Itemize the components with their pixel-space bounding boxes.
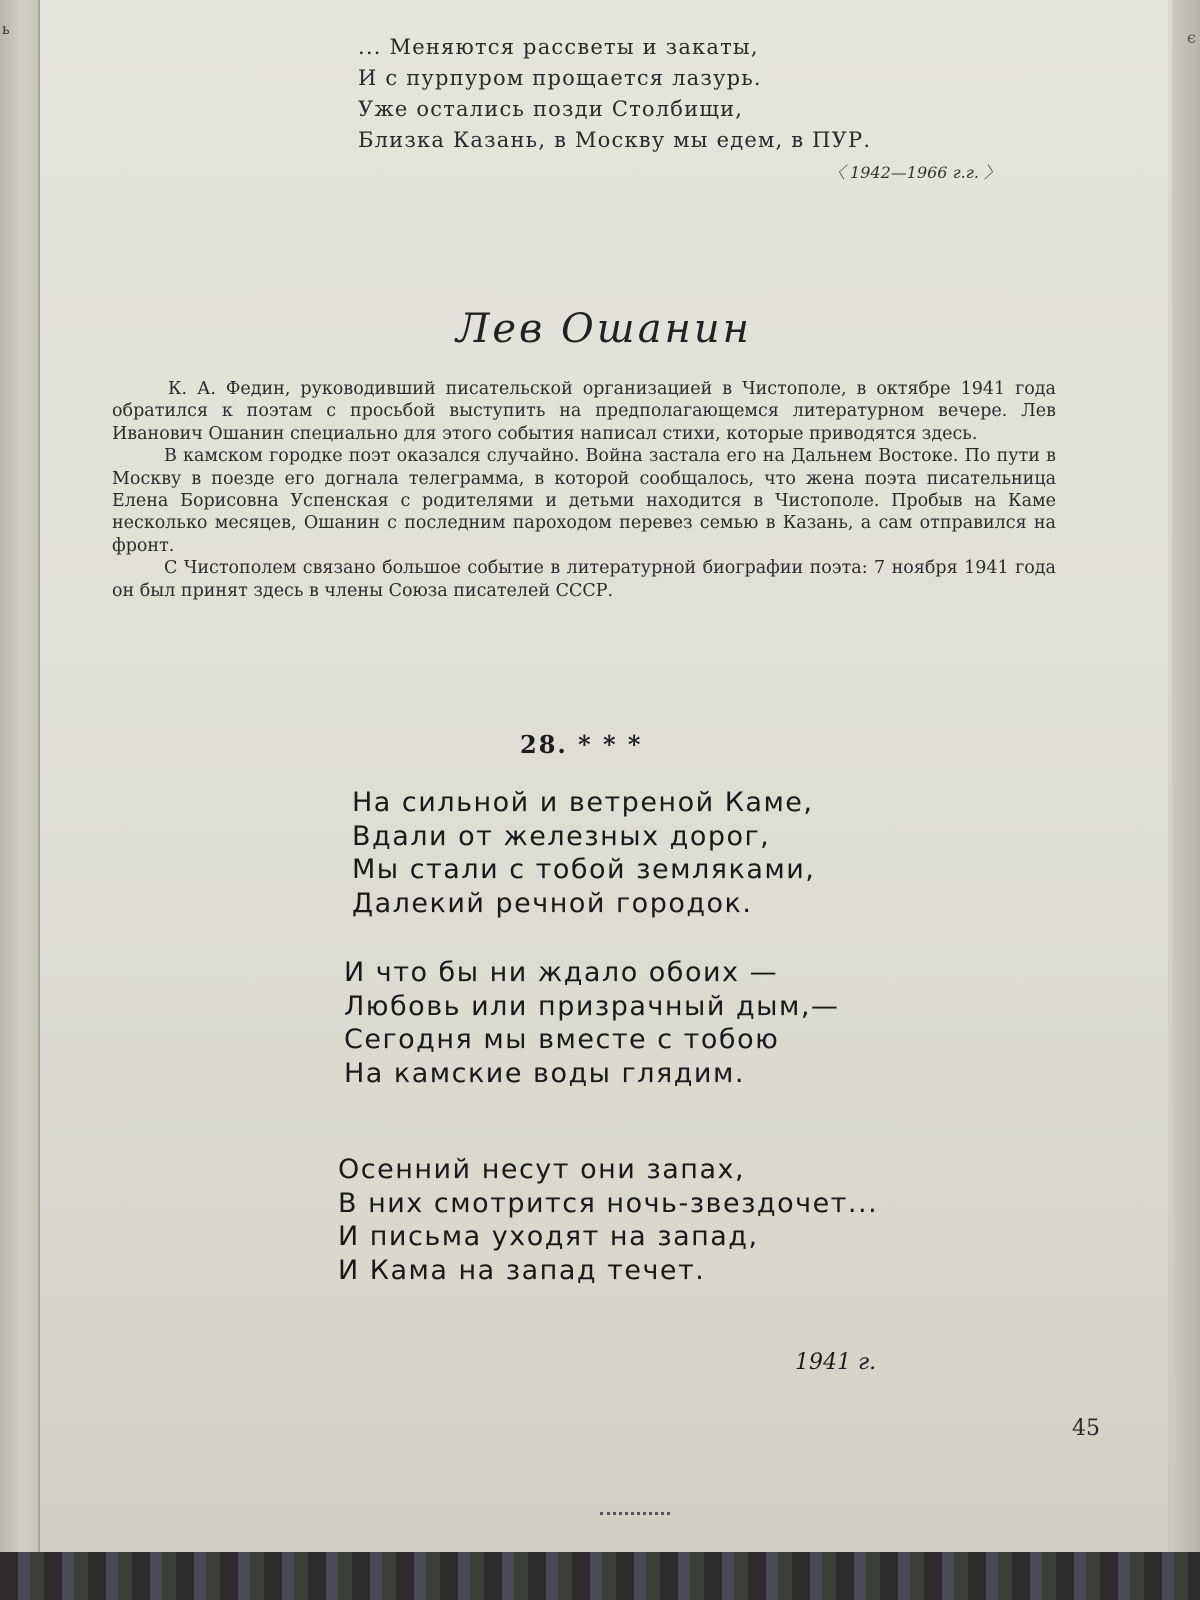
poem-line: Далекий речной городок. [352,887,753,919]
top-poem-line: Уже остались позди Столбищи, [358,97,744,121]
poem-stanza [338,1153,878,1287]
poem-line: В них смотрится ночь-звездочет... [338,1187,879,1219]
page-number: 45 [1072,1416,1100,1441]
intro-paragraph: К. А. Федин, руководивший писательской организацией в Чистополе, в октябре 1941 года обратился к поэтам с просьбой выступить на предполагающемся литературном вечере. Лев Иванович Ошанин специально для этого события написал стихи, которые приводятся здесь. [112,379,1056,444]
book-page [40,0,1168,1555]
poem-number: 28. * * * [520,730,643,759]
intro-paragraph: В камском городке поэт оказался случайно. Война застала его на Дальнем Востоке. По пути в Москву в поезде его догнала телеграмма, в которой сообщалось, что жена поэта писательница Елена Борисовна Успенская с родителями и детьми находится в Чистополе. Пробыв на Каме несколько месяцев, Ошанин с последним пароходом перевез семью в Казань, а сам отправился на фронт. [112,446,1056,556]
poem-line: И что бы ни ждало обоих — [344,957,779,988]
previous-page-edge [0,0,40,1560]
poem-line: Сегодня мы вместе с тобою [344,1024,780,1055]
top-poem-line: И с пурпуром прощается лазурь. [358,66,762,90]
binding-stitch [600,1506,670,1515]
top-poem-line: Близка Казань, в Москву мы едем, в ПУР. [358,128,872,152]
previous-page-fragment: ь [2,22,10,38]
table-cloth [0,1552,1200,1600]
poem-line: Осенний несут они запах, [338,1154,746,1185]
next-page-edge [1172,0,1200,1560]
section-title: Лев Ошанин [455,306,753,352]
poem-stanza [352,786,815,920]
poem-line: И Кама на запад течет. [338,1254,706,1286]
poem-line: На сильной и ветреной Каме, [352,787,814,818]
next-page-fragment: є [1187,28,1196,47]
poem-line: Вдали от железных дорог, [352,820,771,852]
poem-stanza [344,956,839,1090]
intro-text [112,378,1056,602]
poem-date: 1941 г. [795,1350,877,1375]
poem-line: Любовь или призрачный дым,— [344,990,840,1022]
top-poem-line: ... Меняются рассветы и закаты, [358,35,759,59]
poem-line: И письма уходят на запад, [338,1221,759,1252]
intro-paragraph: С Чистополем связано большое событие в литературной биографии поэта: 7 ноября 1941 года он был принят здесь в члены Союза писателей СССР. [112,558,1056,601]
poem-line: Мы стали с тобой земляками, [352,854,816,885]
poem-line: На камские воды глядим. [344,1057,745,1089]
top-poem-date: 〈 1942—1966 г.г. 〉 [828,163,1000,182]
top-poem-fragment [358,32,998,156]
